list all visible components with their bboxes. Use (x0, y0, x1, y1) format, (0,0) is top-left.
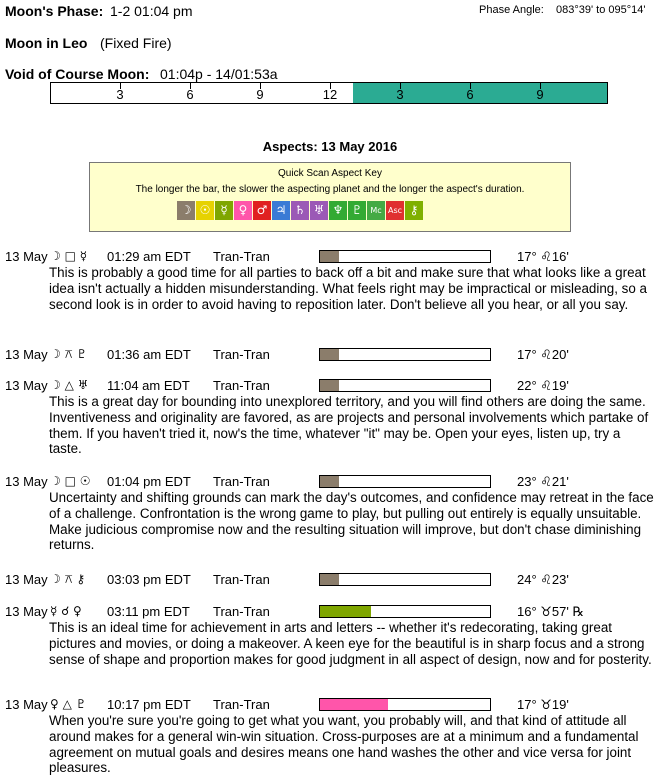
aspect-entry-header (5, 474, 655, 490)
aspect-description: Uncertainty and shifting grounds can mark the day's outcomes, and confidence may retreat in the face of a challenge. Confrontation is the wrong game to play, but pulling out entirely is equally unsuitable. Make judicious compromise now and the resulting situation will improve, but don't chase diminishing returns. (49, 490, 654, 553)
aspect-position: 16° ♉57' ℞ (517, 604, 585, 619)
aspect-description: When you're sure you're going to get what you want, you probably will, and that kind of attitude all around makes for a general win-win situation. Cross-purposes are at a minimum and a fundamental agreement on mutual goals and desires means one hand washes the other and vice versa for joint pleasures. (49, 713, 639, 776)
moon-sign-value: (Fixed Fire) (100, 35, 172, 51)
aspect-entry (5, 378, 655, 457)
aspect-duration-fill (320, 606, 371, 617)
phase-angle-label: Phase Angle: (479, 4, 544, 16)
aspect-key-swatch: Mc (367, 201, 385, 220)
voc-tick-label: 3 (396, 87, 404, 102)
aspect-time: 11:04 am EDT (107, 378, 190, 393)
aspect-entry-header (5, 572, 655, 588)
aspect-type: Tran-Tran (213, 474, 270, 489)
aspect-glyphs: ☽ ⚻ ⚷ (50, 572, 86, 586)
aspect-description: This is probably a good time for all parties to back off a bit and make sure that what looks like a great idea isn't actually a hidden misunderstanding. What feels right may be impractical or misleading, so a second look is in order to avoid having to reposition later. Don't believe all you hear, or all you say. (49, 265, 647, 312)
aspect-key-box (89, 162, 571, 232)
aspect-key-swatch: ☿ (215, 201, 233, 220)
aspect-key-title: Quick Scan Aspect Key (278, 168, 382, 179)
aspect-key-swatch: ⚷ (405, 201, 423, 220)
aspect-entry (5, 347, 655, 363)
aspect-entry-header (5, 378, 655, 394)
aspect-key-swatch: ☉ (196, 201, 214, 220)
aspect-date: 13 May (5, 249, 48, 264)
aspect-time: 01:29 am EDT (107, 249, 191, 264)
aspect-glyphs: ☽ □ ☉ (50, 474, 91, 488)
aspect-key-swatch: ♀ (234, 201, 252, 220)
aspect-glyphs: ☽ △ ♅ (50, 378, 89, 392)
voc-tick-label: 9 (536, 87, 544, 102)
moon-sign-label: Moon in Leo (5, 35, 88, 51)
voc-tick-label: 6 (186, 87, 194, 102)
aspect-type: Tran-Tran (213, 697, 270, 712)
aspect-entry (5, 697, 655, 776)
aspect-key-description: The longer the bar, the slower the aspecting planet and the longer the aspect's duration. (135, 184, 525, 195)
aspect-duration-bar (319, 348, 491, 361)
aspect-duration-fill (320, 349, 339, 360)
aspect-position: 17° ♉19' (517, 697, 569, 712)
aspect-position: 24° ♌23' (517, 572, 569, 587)
aspect-entry-header (5, 697, 655, 713)
voc-label: Void of Course Moon: (5, 66, 150, 82)
voc-timeline-bar (50, 82, 608, 104)
aspect-duration-bar (319, 379, 491, 392)
aspect-entry (5, 474, 655, 553)
aspect-position: 22° ♌19' (517, 378, 569, 393)
aspect-time: 10:17 pm EDT (107, 697, 191, 712)
aspect-date: 13 May (5, 474, 48, 489)
voc-tick-label: 6 (466, 87, 474, 102)
voc-value: 01:04p - 14/01:53a (160, 66, 278, 82)
aspect-duration-fill (320, 574, 339, 585)
aspect-duration-bar (319, 698, 491, 711)
phase-angle-value: 083°39' to 095°14' (556, 4, 646, 16)
aspects-title: Aspects: 13 May 2016 (262, 139, 398, 154)
aspect-duration-bar (319, 605, 491, 618)
aspect-key-swatch: ♄ (291, 201, 309, 220)
aspect-entry-header (5, 249, 655, 265)
aspect-description: This is an ideal time for achievement in arts and letters -- whether it's redecorating, taking great pictures and movies, or doing a makeover. A keen eye for the beautiful is in sharp focus and a strong sense of shape and proportion makes for good judgment in all aspect of design, now and for posterity. (49, 620, 652, 667)
aspect-type: Tran-Tran (213, 604, 270, 619)
aspect-key-swatch: Asc (386, 201, 404, 220)
aspect-duration-bar (319, 475, 491, 488)
aspect-entry (5, 604, 655, 667)
aspect-key-swatch: ♂ (253, 201, 271, 220)
aspect-glyphs: ♀ △ ♇ (50, 697, 87, 711)
aspect-time: 03:11 pm EDT (107, 604, 190, 619)
aspect-duration-fill (320, 699, 388, 710)
voc-tick-label: 3 (116, 87, 124, 102)
moon-phase-label: Moon's Phase: (5, 3, 104, 19)
aspect-key-swatch: ♇ (348, 201, 366, 220)
aspect-entry-header (5, 604, 655, 620)
aspect-entry-header (5, 347, 655, 363)
aspect-duration-fill (320, 251, 339, 262)
aspect-description: This is a great day for bounding into unexplored territory, and you will find others are doing the same. Inventiveness and originality are favored, as are projects and personal involvements which partake of them. If you haven't tried it, now's the time, whatever "it" may be. Open your eyes, listen up, try a taste. (49, 394, 649, 457)
aspect-position: 23° ♌21' (517, 474, 569, 489)
aspect-date: 13 May (5, 572, 48, 587)
moon-phase-value: 1-2 01:04 pm (110, 3, 193, 19)
aspect-type: Tran-Tran (213, 378, 270, 393)
aspect-position: 17° ♌16' (517, 249, 569, 264)
aspect-glyphs: ☿ ☌ ♀ (50, 604, 82, 618)
aspect-duration-fill (320, 380, 339, 391)
aspect-position: 17° ♌20' (517, 347, 569, 362)
aspect-key-swatch: ♃ (272, 201, 290, 220)
voc-tick-label: 9 (256, 87, 264, 102)
aspect-date: 13 May (5, 347, 48, 362)
aspect-duration-bar (319, 573, 491, 586)
aspect-entry (5, 249, 655, 312)
aspect-type: Tran-Tran (213, 347, 270, 362)
aspect-glyphs: ☽ ⚻ ♇ (50, 347, 88, 361)
aspect-duration-fill (320, 476, 339, 487)
aspect-time: 01:04 pm EDT (107, 474, 191, 489)
aspect-time: 01:36 am EDT (107, 347, 191, 362)
aspect-duration-bar (319, 250, 491, 263)
aspect-entry (5, 572, 655, 588)
aspect-type: Tran-Tran (213, 572, 270, 587)
aspect-date: 13 May (5, 604, 48, 619)
voc-tick-label: 12 (322, 87, 338, 102)
aspect-key-swatch: ♅ (310, 201, 328, 220)
aspect-key-swatch: ☽ (177, 201, 195, 220)
aspect-type: Tran-Tran (213, 249, 270, 264)
aspect-key-swatch: ♆ (329, 201, 347, 220)
aspect-time: 03:03 pm EDT (107, 572, 191, 587)
aspect-glyphs: ☽ □ ☿ (50, 249, 88, 263)
aspect-date: 13 May (5, 697, 48, 712)
aspect-date: 13 May (5, 378, 48, 393)
aspect-key-swatches (177, 201, 423, 220)
